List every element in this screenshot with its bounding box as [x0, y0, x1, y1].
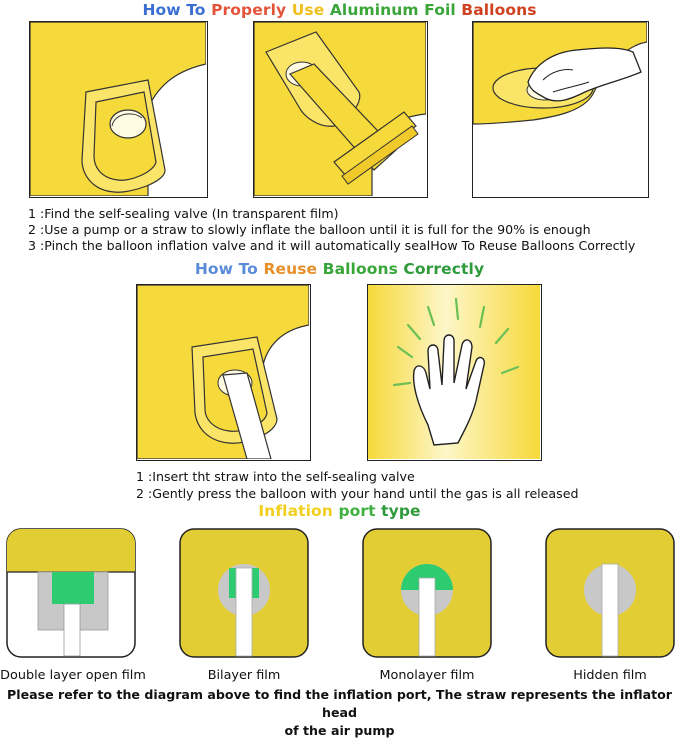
section1-title-word: How To	[142, 1, 212, 19]
port-monolayer-film	[362, 528, 492, 658]
note-line: Please refer to the diagram above to find the inflation port, The straw represents the inflator head	[7, 687, 672, 720]
section1-title-word: Balloons	[461, 1, 537, 19]
step-text: 3 :Pinch the balloon inflation valve and it will automatically sealHow To Reuse Balloons Correctly	[28, 238, 636, 253]
illustration-inflate-straw	[253, 21, 428, 198]
section1-title-word: Aluminum Foil	[329, 1, 462, 19]
port-type-label: Bilayer film	[207, 668, 281, 683]
section1-title	[0, 1, 679, 19]
section2-title-word: Balloons	[322, 260, 404, 278]
section3-title	[0, 502, 679, 520]
section3-title-word: port	[338, 502, 382, 520]
section1-title-word: Properly	[211, 1, 292, 19]
illustration-find-valve	[29, 21, 208, 198]
port-hidden-film	[545, 528, 675, 658]
port-bilayer-film	[179, 528, 309, 658]
step-text: 1 :Insert tht straw into the self-sealing valve	[136, 469, 415, 484]
section3-title-word: Inflation	[258, 502, 339, 520]
step-text: 2 :Use a pump or a straw to slowly inflate the balloon until it is full for the 90% is enough	[28, 222, 591, 237]
section2-title-word: Reuse	[263, 260, 323, 278]
inflation-port-note	[0, 686, 679, 740]
illustration-press-hand	[367, 284, 542, 461]
port-type-label: Hidden film	[573, 668, 647, 683]
step-text: 2 :Gently press the balloon with your hand until the gas is all released	[136, 486, 579, 501]
step-text: 1 :Find the self-sealing valve (In transparent film)	[28, 206, 339, 221]
illustration-insert-straw	[136, 284, 311, 461]
port-double-layer-open-film	[6, 528, 136, 658]
section3-title-word: type	[381, 502, 421, 520]
port-type-label: Double layer open film	[0, 668, 146, 683]
section2-title	[0, 260, 679, 278]
note-line: of the air pump	[284, 723, 395, 738]
section2-title-word: Correctly	[403, 260, 485, 278]
illustration-pinch-valve	[472, 21, 649, 198]
port-type-label: Monolayer film	[379, 668, 475, 683]
section2-title-word: How To	[194, 260, 264, 278]
section1-title-word: Use	[291, 1, 330, 19]
